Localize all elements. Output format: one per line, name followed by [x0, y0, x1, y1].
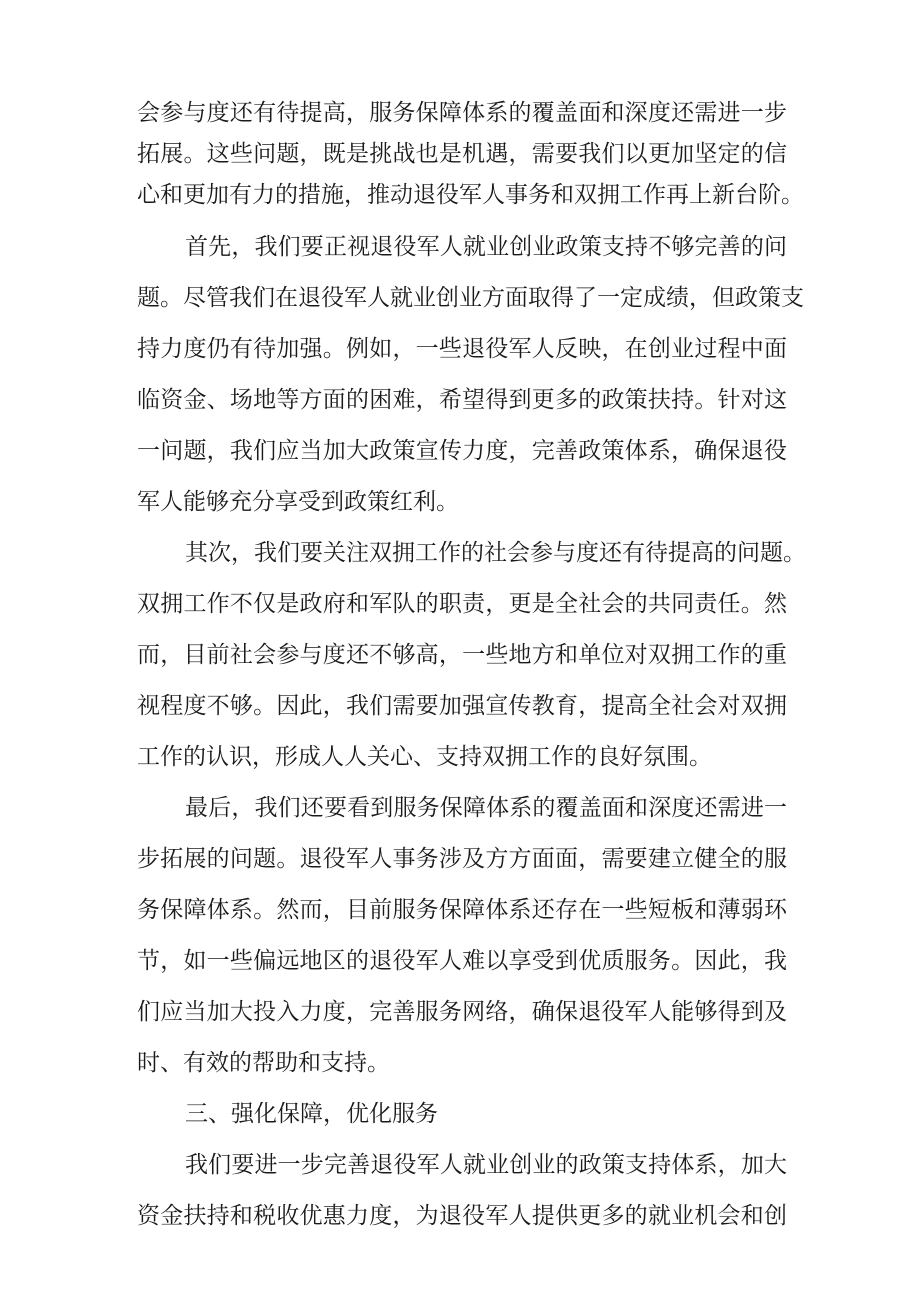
- text-line: 资金扶持和税收优惠力度，为退役军人提供更多的就业机会和创: [137, 1203, 787, 1229]
- text-line: 步拓展的问题。退役军人事务涉及方方面面，需要建立健全的服: [137, 846, 787, 872]
- text-line: 心和更加有力的措施，推动退役军人事务和双拥工作再上新台阶。: [137, 182, 804, 208]
- paragraph-start-line: 其次，我们要关注双拥工作的社会参与度还有待提高的问题。: [185, 540, 806, 566]
- text-line: 节，如一些偏远地区的退役军人难以享受到优质服务。因此，我: [137, 948, 787, 974]
- text-line: 会参与度还有待提高，服务保障体系的覆盖面和深度还需进一步: [137, 100, 787, 126]
- paragraph-start-line: 最后，我们还要看到服务保障体系的覆盖面和深度还需进一: [185, 795, 787, 821]
- text-line: 拓展。这些问题，既是挑战也是机遇，需要我们以更加坚定的信: [137, 141, 787, 167]
- paragraph-start-line: 我们要进一步完善退役军人就业创业的政策支持体系，加大: [185, 1152, 787, 1178]
- text-line: 时、有效的帮助和支持。: [137, 1050, 390, 1076]
- text-line: 一问题，我们应当加大政策宣传力度，完善政策体系，确保退役: [137, 438, 787, 464]
- text-line: 军人能够充分享受到政策红利。: [137, 489, 459, 515]
- text-line: 工作的认识，形成人人关心、支持双拥工作的良好氛围。: [137, 744, 712, 770]
- text-line: 持力度仍有待加强。例如，一些退役军人反映，在创业过程中面: [137, 336, 787, 362]
- section-heading: 三、强化保障，优化服务: [185, 1101, 438, 1127]
- text-line: 双拥工作不仅是政府和军队的职责，更是全社会的共同责任。然: [137, 591, 787, 617]
- text-line: 而，目前社会参与度还不够高，一些地方和单位对双拥工作的重: [137, 642, 787, 668]
- paragraph-start-line: 首先，我们要正视退役军人就业创业政策支持不够完善的问: [185, 234, 787, 260]
- text-line: 临资金、场地等方面的困难，希望得到更多的政策扶持。针对这: [137, 387, 787, 413]
- text-line: 务保障体系。然而，目前服务保障体系还存在一些短板和薄弱环: [137, 897, 787, 923]
- text-line: 们应当加大投入力度，完善服务网络，确保退役军人能够得到及: [137, 999, 787, 1025]
- text-line: 视程度不够。因此，我们需要加强宣传教育，提高全社会对双拥: [137, 693, 787, 719]
- text-line: 题。尽管我们在退役军人就业创业方面取得了一定成绩，但政策支: [137, 285, 804, 311]
